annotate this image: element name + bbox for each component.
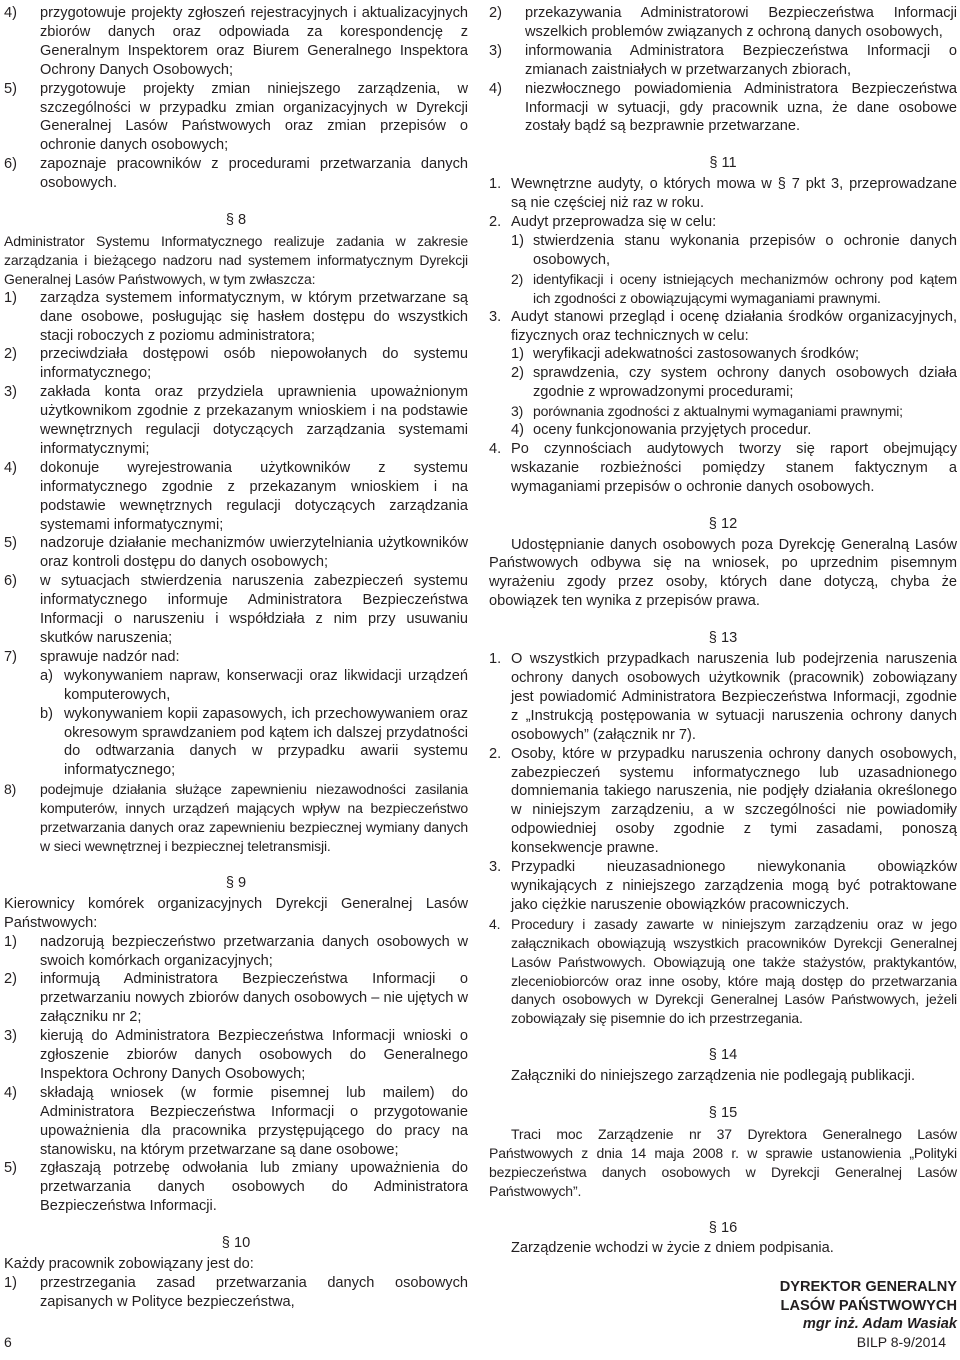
section-paragraph: Traci moc Zarządzenie nr 37 Dyrektora Generalnego Lasów Państwowych z dnia 14 maja 2008 r. w sprawie ustanowienia „Polityki bezpieczeństwa danych osobowych w Dyrekcji Generalnej Lasów Państwowych”.	[489, 1125, 957, 1199]
list-item	[4, 534, 468, 572]
list-item	[4, 289, 468, 346]
list-item	[4, 4, 468, 80]
sub-item-text: porównania zgodności z aktualnymi wymaganiami prawnymi;	[533, 403, 903, 420]
list-item	[4, 933, 468, 971]
section-heading-11: § 11	[709, 155, 737, 172]
paragraph-item	[489, 915, 957, 1028]
sub-item	[489, 421, 957, 440]
item-number: 5)	[4, 535, 17, 552]
sub-item-text: stwierdzenia stanu wykonania przepisów o ochronie danych osobowych,	[533, 232, 957, 268]
sub-item	[489, 232, 957, 270]
signature-block	[489, 1278, 957, 1334]
sub-item	[489, 345, 957, 364]
list-item	[489, 4, 957, 42]
item-text: kierują do Administratora Bezpieczeństwa Informacji wnioski o zgłoszenie zbiorów danych osobowych do Generalnego Inspektora Ochrony Danych Osobowych;	[40, 1028, 468, 1082]
item-text: zgłaszają potrzebę odwołania lub zmiany upoważnienia do przetwarzania danych osobowych do Administratora Bezpieczeństwa Informacji.	[40, 1160, 468, 1215]
paragraph-number: 3.	[489, 859, 502, 876]
signature-title-line-2: LASÓW PAŃSTWOWYCH	[780, 1297, 957, 1314]
section-heading-8: § 8	[225, 212, 247, 229]
left-column	[4, 4, 468, 1312]
item-number: 4)	[489, 80, 502, 97]
section-intro: Kierownicy komórek organizacyjnych Dyrekcji Generalnej Lasów Państwowych:	[4, 895, 468, 931]
sub-item-text: weryfikacji adekwatności zastosowanych środków;	[533, 346, 860, 363]
item-number: 8)	[4, 781, 17, 798]
right-column	[489, 4, 957, 1334]
item-text: w sytuacjach stwierdzenia naruszenia zabezpieczeń systemu informatycznego informuje Administratora Bezpieczeństwa Informacji o naruszeniu i współdziała z nim przy usuwaniu skutków naruszenia;	[40, 573, 468, 646]
item-number: 1)	[4, 289, 17, 306]
item-text: przeciwdziała dostępowi osób niepowołanych do systemu informatycznego;	[40, 346, 468, 382]
item-text: informowania Administratora Bezpieczeństwa Informacji o zmianach zaistniałych w przetwarzanych zbiorach,	[525, 42, 957, 78]
list-item	[4, 572, 468, 648]
paragraph-number: 4.	[489, 915, 501, 932]
item-number: 6)	[4, 573, 17, 590]
sub-list	[40, 667, 468, 780]
item-text: przygotowuje projekty zmian niniejszego zarządzenia, w szczególności w przypadku zmian organizacyjnych w Dyrekcji Generalnej Lasów Państwowych oraz zmian przepisów o ochronie danych osobowych;	[40, 80, 468, 154]
item-number: 2)	[4, 971, 17, 988]
paragraph-item	[489, 745, 957, 858]
section-heading-14: § 14	[708, 1047, 738, 1064]
sub-item-text: wykonywaniem napraw, konserwacji oraz likwidacji urządzeń komputerowych,	[64, 667, 468, 703]
sub-item-letter: a)	[40, 667, 53, 684]
paragraph-text: Przypadki nieuzasadnionego niewykonania obowiązków wynikających z niniejszego zarządzenia mogą być potraktowane jako ciężkie naruszenie obowiązków pracowniczych.	[511, 859, 957, 913]
list-item	[4, 80, 468, 156]
sub-item-number: 1)	[511, 346, 524, 363]
item-number: 3)	[4, 384, 17, 401]
signature-title-line-1: DYREKTOR GENERALNY	[779, 1279, 957, 1296]
sub-item-number: 1)	[511, 232, 524, 249]
sub-item	[489, 364, 957, 402]
paragraph-number: 2.	[489, 214, 502, 231]
sub-item-number: 4)	[511, 422, 524, 439]
item-number: 3)	[489, 42, 502, 59]
list-item	[4, 970, 468, 1027]
item-number: 4)	[4, 459, 17, 476]
section-paragraph: Udostępnianie danych osobowych poza Dyrekcję Generalną Lasów Państwowych odbywa się na wniosek, po uprzednim pisemnym wyrażeniu zgody przez osoby, których dane dotyczą, chyba że obowiązek ten wynika z przepisów prawa.	[489, 536, 957, 610]
signatory-name: mgr inż. Adam Wasiak	[802, 1316, 957, 1333]
section-intro: Administrator Systemu Informatycznego realizuje zadania w zakresie zarządzania i bieżącego nadzoru nad systemem informatycznym Dyrekcji Generalnej Lasów Państwowych, w tym zwłaszcza:	[4, 232, 468, 287]
item-number: 7)	[4, 648, 17, 665]
sub-item	[489, 270, 957, 308]
sub-item-text: sprawdzenia, czy system ochrony danych osobowych działa zgodnie z wprowadzonymi procedurami;	[533, 365, 957, 401]
paragraph-text: Procedury i zasady zawarte w niniejszym zarządzeniu oraz w jego załącznikach obowiązują wszystkich pracowników Dyrekcji Generalnej Lasów Państwowych. Obowiązują one także stażystów, praktykantów, zleceniobiorców oraz inne osoby, które mają dostęp do przetwarzania danych osobowych w Dyrekcji Generalnej Lasów Państwowych, jeżeli zobowiązały się pisemnie do ich przestrzegania.	[511, 915, 957, 1027]
item-number: 4)	[4, 1084, 17, 1101]
paragraph-item	[489, 175, 957, 213]
item-text: składają wniosek (w formie pisemnej lub mailem) do Administratora Bezpieczeństwa Informacji o przygotowanie upoważnienia dla pracownika przystępującego do pracy na stanowisku, na którym przetwarzane są dane osobowe;	[40, 1084, 468, 1158]
item-text: zarządza systemem informatycznym, w którym przetwarzane są dane osobowe, posługując się hasłem dostępu do wszystkich stacji roboczych z poziomu administratora;	[40, 289, 468, 344]
section-heading-13: § 13	[708, 630, 738, 647]
item-text: nadzoruje działanie mechanizmów uwierzytelniania użytkowników oraz kontroli dostępu do danych osobowych;	[40, 535, 468, 571]
item-number: 3)	[4, 1028, 17, 1045]
sub-item	[489, 402, 957, 421]
sub-item-text: oceny funkcjonowania przyjętych procedur.	[533, 422, 812, 439]
paragraph-number: 4.	[489, 440, 502, 457]
section-heading-10: § 10	[221, 1235, 251, 1252]
sub-item-letter: b)	[40, 705, 53, 722]
list-item	[4, 1084, 468, 1160]
list-item	[489, 42, 957, 80]
item-text: dokonuje wyrejestrowania użytkowników z systemu informatycznego zgodnie z przekazanym wnioskiem i na podstawie wewnętrznych regulacji dotyczących zarządzania systemami informatycznymi;	[40, 459, 468, 533]
item-text: niezwłocznego powiadomienia Administratora Bezpieczeństwa Informacji w sytuacji, gdy pracownik uzna, że dane osobowe zostały bądź są bezprawnie przetwarzane.	[525, 80, 957, 135]
item-number: 1)	[4, 933, 17, 950]
section-heading-15: § 15	[708, 1105, 738, 1122]
item-number: 4)	[4, 5, 17, 21]
item-text: przestrzegania zasad przetwarzania danych osobowych zapisanych w Polityce bezpieczeństwa,	[40, 1275, 468, 1310]
item-number: 5)	[4, 80, 17, 97]
paragraph-text: O wszystkich przypadkach naruszenia lub podejrzenia naruszenia ochrony danych osobowych użytkownik (pracownik) zobowiązany jest powiadomić Administratora Bezpieczeństwa Informacji, zgodnie z „Instrukcją postępowania w sytuacji naruszenia ochrony danych osobowych” (załącznik nr 7).	[511, 651, 957, 743]
list-item	[4, 1027, 468, 1084]
sub-item	[40, 705, 468, 781]
paragraph-number: 1.	[489, 176, 502, 193]
item-number: 6)	[4, 156, 17, 173]
list-item	[4, 780, 468, 856]
paragraph-text: Po czynnościach audytowych tworzy się raport obejmujący wskazanie rozbieżności pomiędzy stanem faktycznym a wymaganiami przepisów o ochronie danych osobowych.	[511, 440, 957, 495]
page-number: 6	[4, 1334, 12, 1350]
list-item	[4, 1159, 468, 1216]
item-number: 5)	[4, 1160, 17, 1177]
paragraph-number: 3.	[489, 308, 502, 325]
section-paragraph: Zarządzenie wchodzi w życie z dniem podpisania.	[511, 1240, 834, 1257]
item-text: przygotowuje projekty zgłoszeń rejestracyjnych i aktualizacyjnych zbiorów danych oraz odpowiada za korespondencję z Generalnym Inspektorem oraz Biurem Generalnego Inspektora Ochrony Danych Osobowych;	[40, 5, 468, 78]
paragraph-number: 1.	[489, 651, 502, 668]
item-text: sprawuje nadzór nad:	[40, 648, 180, 665]
item-text: nadzorują bezpieczeństwo przetwarzania danych osobowych w swoich komórkach organizacyjnych;	[40, 933, 468, 969]
paragraph-item	[489, 650, 957, 745]
item-text: przekazywania Administratorowi Bezpieczeństwa Informacji wszelkich problemów związanych z ochroną danych osobowych,	[525, 5, 957, 40]
section-paragraph: Załączniki do niniejszego zarządzenia nie podlegają publikacji.	[511, 1068, 916, 1085]
item-text: zapoznaje pracowników z procedurami przetwarzania danych osobowych.	[40, 156, 468, 192]
item-number: 1)	[4, 1275, 17, 1291]
list-item	[489, 80, 957, 137]
list-item	[4, 383, 468, 459]
paragraph-item	[489, 213, 957, 232]
paragraph-number: 2.	[489, 745, 502, 762]
item-text: informują Administratora Bezpieczeństwa Informacji o przetwarzaniu nowych zbiorów danych osobowych – nie ujętych w załączniku nr 2;	[40, 971, 468, 1026]
item-number: 2)	[4, 346, 17, 363]
sub-item-number: 2)	[511, 365, 524, 382]
section-heading-9: § 9	[225, 874, 247, 891]
list-item	[4, 1274, 468, 1312]
section-intro: Każdy pracownik zobowiązany jest do:	[4, 1256, 254, 1273]
item-number: 2)	[489, 5, 502, 21]
paragraph-text: Osoby, które w przypadku naruszenia ochrony danych osobowych, zabezpieczeń systemu informatycznego lub uzasadnionego domniemania takiego naruszenia, nie podjęły działania określonego w niniejszym zarządzeniu, a w szczególności nie powiadomiły odpowiedniej osoby zgodnie z tymi zasadami, ponoszą konsekwencje prawne.	[511, 745, 957, 857]
paragraph-text: Wewnętrzne audyty, o których mowa w § 7 pkt 3, przeprowadzane są nie częściej niż raz w roku.	[511, 176, 957, 212]
sub-item	[40, 667, 468, 705]
sub-item-text: wykonywaniem kopii zapasowych, ich przechowywaniem oraz okresowym sprawdzaniem pod kątem ich dalszej przydatności do odtwarzania danych w przypadku awarii systemu informatycznego;	[64, 705, 468, 779]
list-item	[4, 459, 468, 535]
paragraph-text: Audyt stanowi przegląd i ocenę działania środków organizacyjnych, fizycznych oraz technicznych w celu:	[511, 308, 957, 344]
sub-item-text: identyfikacji i oceny istniejących mechanizmów ochrony pod kątem ich zgodności z obowiązującymi wymaganiami prawnymi.	[533, 270, 957, 306]
paragraph-text: Audyt przeprowadza się w celu:	[511, 214, 717, 231]
item-text: zakłada konta oraz przydziela uprawnienia upoważnionym użytkownikom zgodnie z przekazanym wnioskiem i na podstawie wewnętrznych regulacji dotyczących zarządzania systemami informatycznymi;	[40, 384, 468, 457]
sub-item-number: 2)	[511, 270, 524, 287]
list-item	[4, 155, 468, 193]
list-item	[4, 648, 468, 780]
paragraph-item	[489, 858, 957, 915]
list-item	[4, 345, 468, 383]
sub-item-number: 3)	[511, 403, 524, 420]
paragraph-item	[489, 308, 957, 346]
paragraph-item	[489, 440, 957, 497]
section-heading-16: § 16	[708, 1219, 738, 1236]
section-heading-12: § 12	[708, 515, 738, 532]
item-text: podejmuje działania służące zapewnieniu niezawodności zasilania komputerów, innych urządzeń mających wpływ na bezpieczeństwo przetwarzania danych oraz zapewnieniu bezpiecznej wymiany danych w sieci wewnętrznej i bezpiecznej teletransmisji.	[40, 781, 468, 854]
publication-label: BILP 8-9/2014	[856, 1334, 946, 1350]
